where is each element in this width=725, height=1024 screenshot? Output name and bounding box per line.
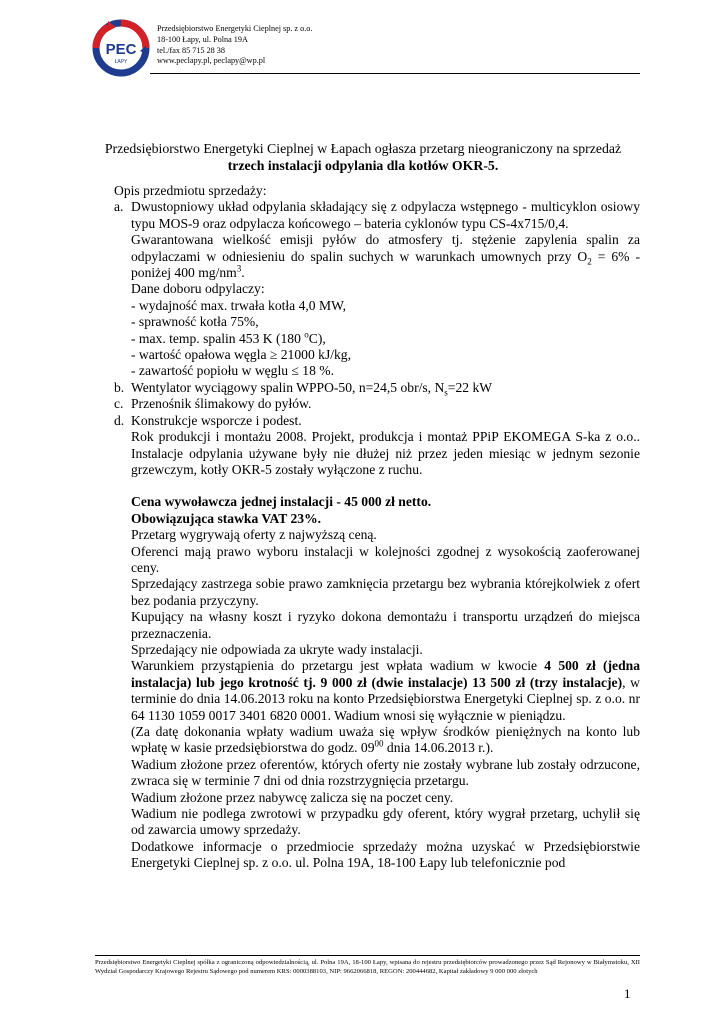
header-company: Przedsiębiorstwo Energetyki Cieplnej sp. z o.o. <box>157 24 313 33</box>
dane-line: - sprawność kotła 75%, <box>131 314 259 330</box>
list-marker: c. <box>114 396 124 412</box>
company-logo <box>90 17 152 79</box>
paragraph: Oferenci mają prawo wyboru instalacji w kolejności zgodnej z wysokością zaoferowanej ceny. <box>131 543 640 575</box>
item-c-text: Przenośnik ślimakowy do pyłów. <box>131 396 312 412</box>
footer-legal-text: Przedsiębiorstwo Energetyki Cieplnej spółka z ograniczoną odpowiedzialnością, ul. Polna 19A, 18-100 Łapy, wpisana do rejestru przedsiębiorców prowadzonego przez Sąd Rejonowy w Białymstoku, XII Wydział Gospodarczy Krajowego Rejestru Sądowego pod numerem KRS: 0000388103, NIP: 9662066818, REGON: 200444682, Kapitał zakładowy 9 000 000 złotych <box>95 959 640 976</box>
header-contact <box>157 24 312 67</box>
dane-line: - max. temp. spalin 453 K (180 $^o$C), <box>131 329 326 346</box>
paragraph: Wadium nie podlega zwrotowi w przypadku gdy oferent, który wygrał przetarg, uchylił się od zawarcia umowy sprzedaży. <box>131 806 640 838</box>
paragraph: Sprzedający nie odpowiada za ukryte wady instalacji. <box>131 641 423 657</box>
logo-text: PEC <box>105 41 137 58</box>
item-a-text: Dwustopniowy układ odpylania składający się z odpylacza wstępnego - multicyklon osiowy typu MOS-9 oraz odpylacza końcowego – bateria cyklonów typu CS-4x715/0,4. <box>131 199 640 231</box>
dane-heading: Dane doboru odpylaczy: <box>131 281 265 297</box>
paragraph: Sprzedający zastrzega sobie prawo zamknięcia przetargu bez wybrania którejkolwiek z ofert bez podania przyczyny. <box>131 576 640 608</box>
paragraph: Wadium złożone przez oferentów, których oferty nie zostały wybrane lub zostały odrzucone, zwraca się w terminie 7 dni od dnia rozstrzygnięcia przetargu. <box>131 756 640 789</box>
list-marker: b. <box>114 379 125 395</box>
production-paragraph: Rok produkcji i montażu 2008. Projekt, produkcja i montaż PPiP EKOMEGA S-ka z o.o.. Instalacje odpylania używane były nie dłużej niż przez jeden miesiąc w jednym sezonie grzewczym, kotły OKR-5 zostały wyłączone z ruchu. <box>131 429 640 477</box>
item-b-text: Wentylator wyciągowy spalin WPPO-50, n=24,5 obr/s, $N_s=22$ kW <box>131 379 493 398</box>
paragraph: Przetarg wygrywają oferty z najwyższą ceną. <box>131 527 377 543</box>
paragraph: Dodatkowe informacje o przedmiocie sprzedaży można uzyskać w Przedsiębiorstwie Energetyki Cieplnej sp. z o.o. ul. Polna 19A, 18-100 Łapy lub telefonicznie pod <box>131 838 640 871</box>
dane-line: - zawartość popiołu w węglu ≤ 18 %. <box>131 363 335 379</box>
dane-line: - wartość opałowa węgla ≥ 21000 kJ/kg, <box>131 347 352 363</box>
header-divider <box>150 73 640 74</box>
document-title <box>85 140 641 174</box>
paragraph: Wadium złożone przez nabywcę zalicza się na poczet ceny. <box>131 789 454 805</box>
dane-line: - wydajność max. trwała kotła 4,0 MW, <box>131 297 347 313</box>
list-marker: a. <box>114 199 124 215</box>
opis-heading: Opis przedmiotu sprzedaży: <box>114 183 267 198</box>
page-number: 1 <box>624 986 631 1001</box>
footer-divider <box>95 955 640 956</box>
title-line-1: Przedsiębiorstwo Energetyki Cieplnej w Łapach ogłasza przetarg nieograniczony na sprzedaż <box>104 141 622 156</box>
document-body <box>114 183 640 872</box>
title-line-2: trzech instalacji odpylania dla kotłów OKR-5. <box>227 158 499 173</box>
deposit-date-paragraph: (Za datę dokonania wpłaty wadium uważa się wpływ środków pieniężnych na konto lub wpłatę w kasie przedsiębiorstwa do godz. $09^{00}$ dnia 14.06.2013 r.). <box>131 724 640 756</box>
paragraph: Kupujący na własny koszt i ryzyko dokona demontażu i transportu urządzeń do miejsca przeznaczenia. <box>131 609 640 641</box>
deposit-paragraph: Warunkiem przystąpienia do przetargu jest wpłata wadium w kwocie 4 500 zł (jedna instalacja) lub jego krotność tj. 9 000 zł (dwie instalacje) 13 500 zł (trzy instalacje), w terminie do dnia 14.06.2013 roku na konto Przedsiębiorstwa Energetyki Cieplnej sp. z o.o. nr 64 1130 1059 0017 3401 6820 0001. Wadium wnosi się wyłącznie w pieniądzu. <box>131 658 640 723</box>
logo-subtext: ŁAPY <box>114 59 128 65</box>
list-marker: d. <box>114 412 125 428</box>
item-d-text: Konstrukcje wsporcze i podest. <box>131 412 302 428</box>
header-address: 18-100 Łapy, ul. Polna 19A <box>157 34 248 44</box>
header-web: www.peclapy.pl, peclapy@wp.pl <box>157 56 266 66</box>
header-phone: tel./fax 85 715 28 38 <box>157 45 225 55</box>
vat-rate: Obowiązująca stawka VAT 23%. <box>131 510 322 526</box>
list-item-d <box>114 413 640 479</box>
list-item-a <box>114 199 640 379</box>
starting-price: Cena wywoławcza jednej instalacji - 45 000 zł netto. <box>131 494 432 510</box>
list-item-b <box>114 380 640 396</box>
item-a-guarantee: Gwarantowana wielkość emisji pyłów do atmosfery tj. stężenie zapylenia spalin za odpylaczami w odniesieniu do spalin suchych w warunkach umownych przy $O_2 = 6\%$ - poniżej 400 $mg/nm^3$. <box>131 232 640 281</box>
list-item-c <box>114 396 640 412</box>
